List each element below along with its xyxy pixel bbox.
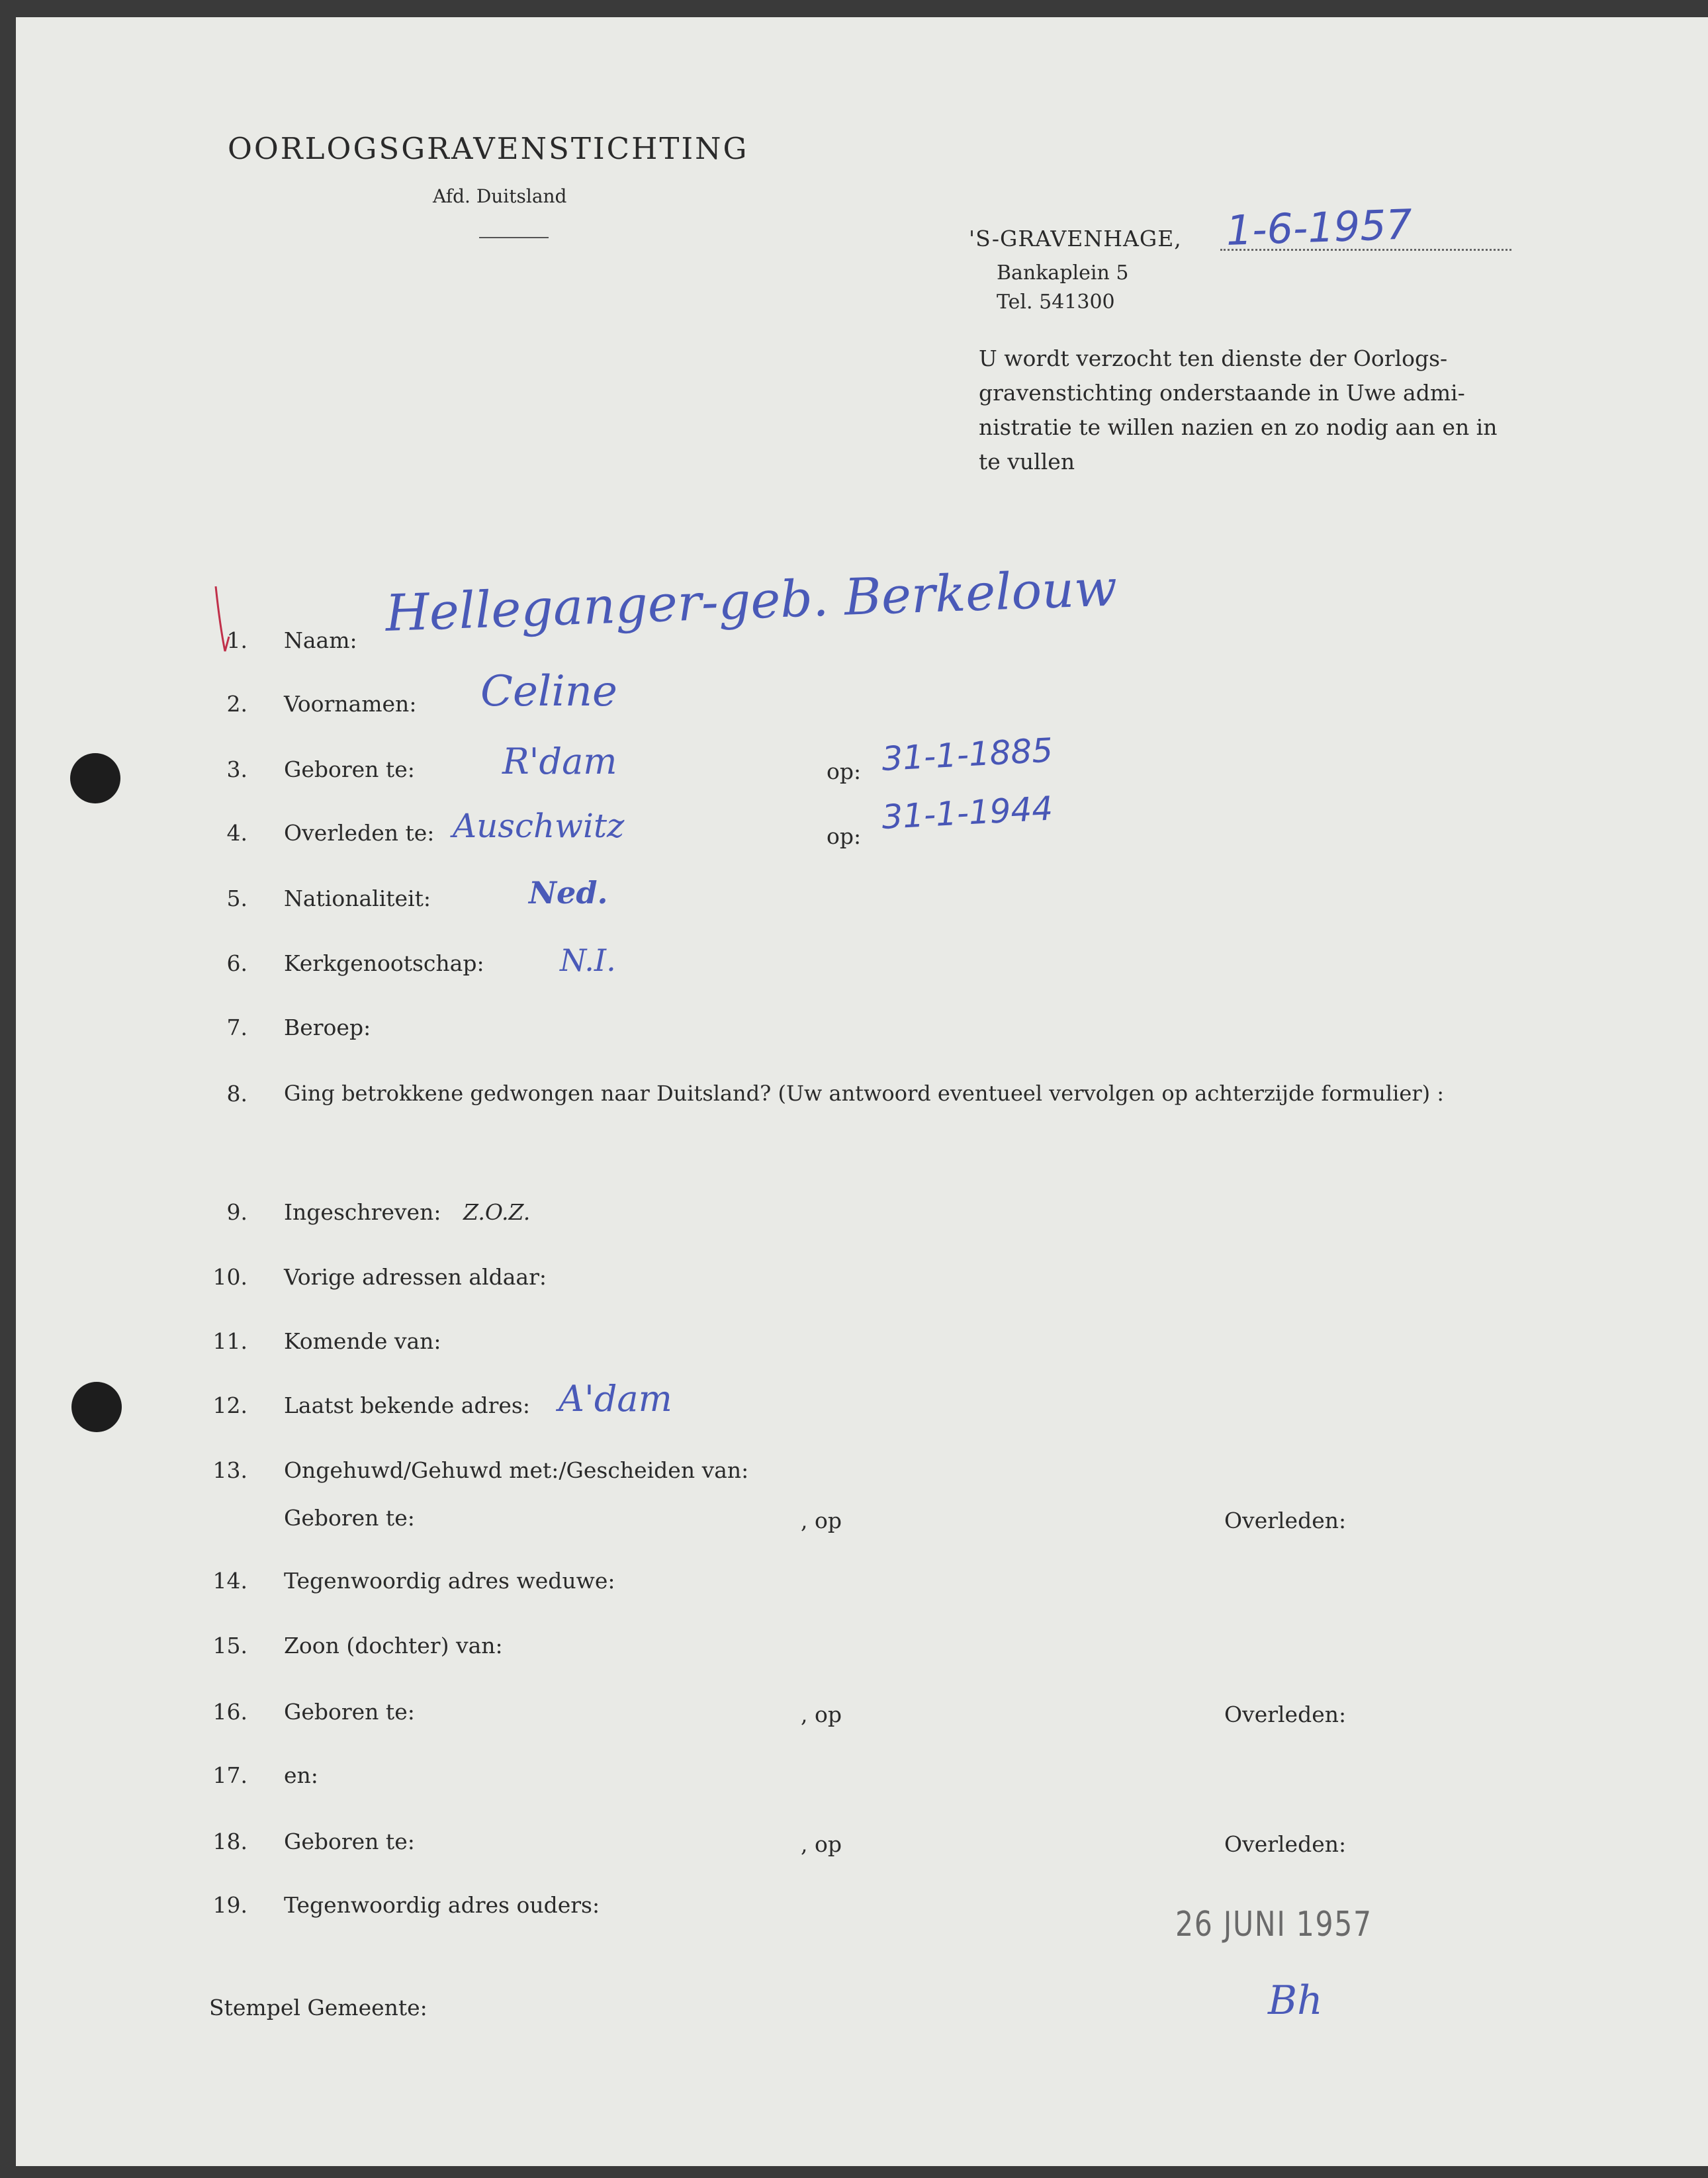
nationality-label: Nationaliteit: [284,885,431,911]
field-number: 1. [226,627,247,653]
street: Bankaplein 5 [997,261,1129,285]
parent1-birthdate-label: , op [801,1702,842,1727]
field-number: 19. [212,1892,247,1918]
field-number: 15. [212,1633,247,1658]
form-sheet [16,17,1708,2166]
received-date-stamp: 26 JUNI 1957 [1175,1905,1372,1944]
date-handwritten: 1-6-1957 [1225,200,1414,255]
field-number: 11. [212,1328,247,1354]
nationality-value: Ned. [529,875,608,911]
religion-value: N.I. [560,942,616,978]
address-block [997,259,1128,317]
field-number: 18. [212,1829,247,1854]
marital-status-label: Ongehuwd/Gehuwd met:/Gescheiden van: [284,1457,749,1483]
birthplace-value: R'dam [502,741,617,782]
field-number: 13. [212,1457,247,1483]
and-label: en: [284,1762,318,1788]
last-address-label: Laatst bekende adres: [284,1392,530,1418]
deathdate-value: 31-1-1944 [880,789,1054,837]
field-number: 8. [226,1081,247,1107]
phone: Tel. 541300 [997,291,1115,314]
organisation-title: OORLOGSGRAVENSTICHTING [228,131,749,166]
department: Afd. Duitsland [433,185,567,207]
first-names-label: Voornamen: [284,691,417,717]
place-label: 'S-GRAVENHAGE, [969,226,1182,251]
parent2-birthplace-label: Geboren te: [284,1829,415,1854]
deathplace-label: Overleden te: [284,820,435,846]
field-number: 2. [226,691,247,717]
field-number: 6. [226,950,247,976]
field-number: 3. [226,756,247,782]
spouse-birthdate-label: , op [801,1508,842,1533]
field-number: 14. [212,1568,247,1594]
field-number: 7. [226,1015,247,1040]
initials-signature: Bh [1268,1977,1323,2024]
punch-hole [71,1382,122,1432]
birthplace-label: Geboren te: [284,756,415,782]
punch-hole [70,753,120,803]
header-rule [479,237,549,238]
coming-from-label: Komende van: [284,1328,441,1354]
spouse-died-label: Overleden: [1224,1508,1347,1533]
field-number: 12. [212,1392,247,1418]
previous-addresses-label: Vorige adressen aldaar: [284,1264,547,1290]
forced-to-germany-question: Ging betrokkene gedwongen naar Duitsland? (Uw antwoord eventueel vervolgen op achterzijde formulier) : [284,1081,1445,1106]
spouse-birthplace-label: Geboren te: [284,1505,415,1531]
son-daughter-of-label: Zoon (dochter) van: [284,1633,503,1658]
field-number: 5. [226,885,247,911]
deathdate-op-label: op: [827,823,862,849]
name-value: Helleganger-geb. Berkelouw [384,558,1118,643]
birthdate-op-label: op: [827,758,862,784]
field-number: 4. [226,820,247,846]
parent1-died-label: Overleden: [1224,1702,1347,1727]
last-address-value: A'dam [559,1378,672,1420]
name-label: Naam: [284,627,357,653]
parent2-died-label: Overleden: [1224,1831,1347,1857]
field-number: 16. [212,1699,247,1725]
parent2-birthdate-label: , op [801,1831,842,1857]
first-names-value: Celine [480,667,617,716]
widow-address-label: Tegenwoordig adres weduwe: [284,1568,615,1594]
municipality-stamp-label: Stempel Gemeente: [209,1995,427,2020]
parents-address-label: Tegenwoordig adres ouders: [284,1892,600,1918]
instruction-notice: U wordt verzocht ten dienste der Oorlogs- gravenstichting onderstaande in Uwe admi- nistratie te willen nazien en zo nodig aan en in te vullen [979,345,1498,475]
field-number: 17. [212,1762,247,1788]
religion-label: Kerkgenootschap: [284,950,484,976]
registered-label: Ingeschreven: [284,1199,441,1225]
birthdate-value: 31-1-1885 [880,731,1054,778]
field-number: 9. [226,1199,247,1225]
deathplace-value: Auschwitz [453,807,625,845]
occupation-label: Beroep: [284,1015,371,1040]
parent1-birthplace-label: Geboren te: [284,1699,415,1725]
field-number: 10. [212,1264,247,1290]
registered-value: Z.O.Z. [463,1199,531,1225]
